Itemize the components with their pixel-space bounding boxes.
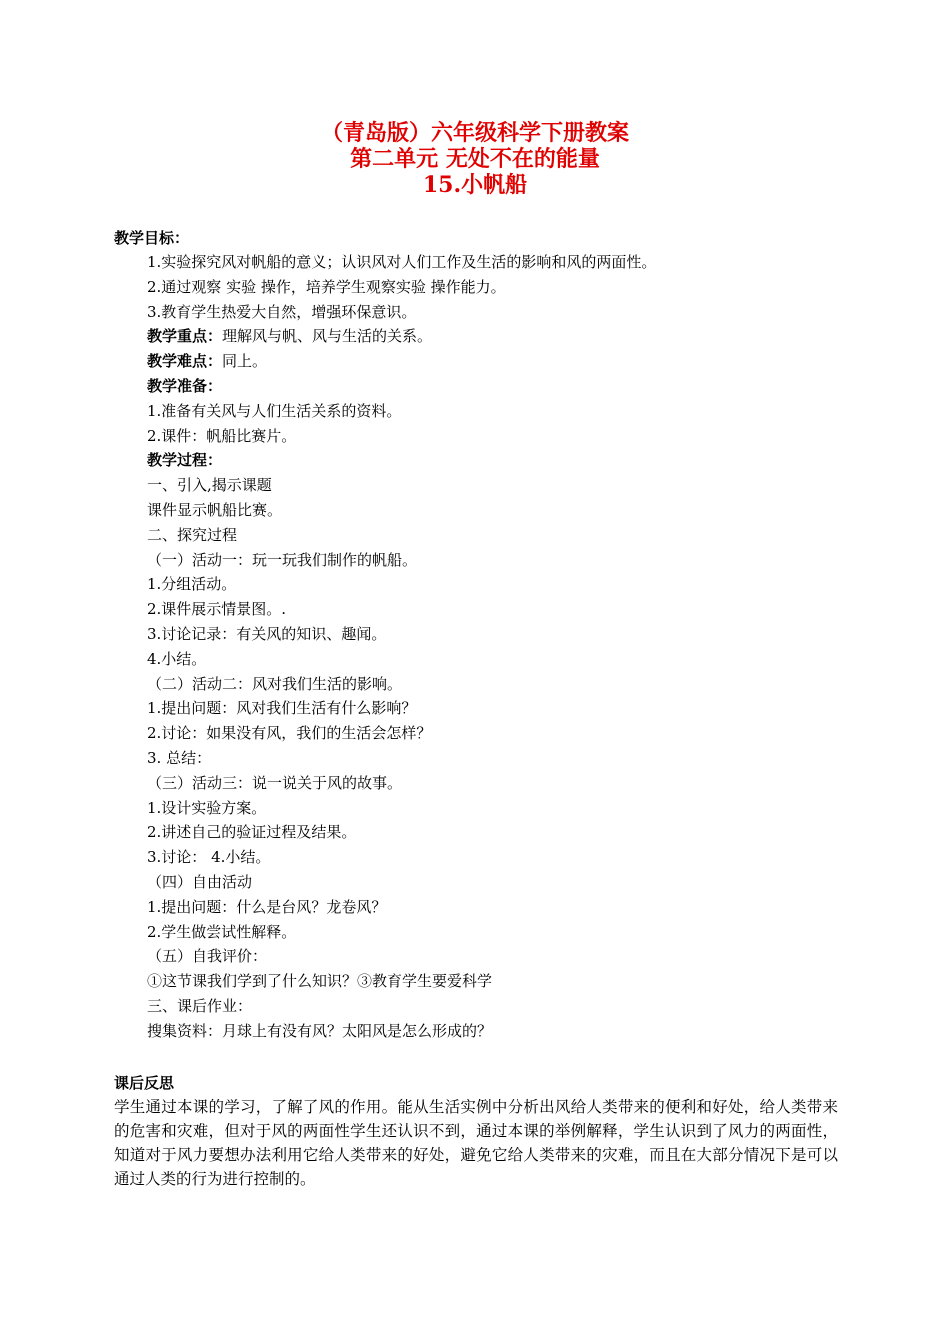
title-line-2: 第二单元 无处不在的能量 bbox=[350, 146, 600, 172]
process-line: 2.课件展示情景图。. bbox=[147, 600, 287, 619]
difficulty-text: 同上。 bbox=[222, 352, 268, 371]
difficulty-label: 教学难点： bbox=[147, 352, 223, 371]
process-line: 搜集资料：月球上有没有风？太阳风是怎么形成的？ bbox=[147, 1021, 493, 1040]
difficulty bbox=[147, 349, 867, 374]
process-line: 4.小结。 bbox=[147, 649, 207, 668]
process-line: （一）活动一：玩一玩我们制作的帆船。 bbox=[147, 550, 418, 569]
process-line: 3. 总结： bbox=[147, 748, 212, 767]
process-line: （五）自我评价： bbox=[147, 947, 268, 966]
process-line: 一、引入,揭示课题 bbox=[147, 476, 272, 495]
process-line: 三、课后作业： bbox=[147, 996, 253, 1015]
process-line: 2.讲述自己的验证过程及结果。 bbox=[147, 823, 357, 842]
process-line: 二、探究过程 bbox=[147, 525, 238, 544]
goal-item: 3.教育学生热爱大自然，增强环保意识。 bbox=[147, 302, 417, 321]
process-line: （四）自由活动 bbox=[147, 872, 253, 891]
goal-item: 1.实验探究风对帆船的意义；认识风对人们工作及生活的影响和风的两面性。 bbox=[147, 253, 657, 271]
preparation-item: 1.准备有关风与人们生活关系的资料。 bbox=[147, 401, 402, 420]
process-line: （三）活动三：说一说关于风的故事。 bbox=[147, 773, 403, 792]
key-point bbox=[147, 324, 867, 349]
reflection-text: 学生通过本课的学习，了解了风的作用。能从生活实例中分析出风给人类带来的便利和好处，给人类带来的危害和灾难，但对于风的两面性学生还认识不到，通过本课的举例解释，学生认识到了风力的两面性，知道对于风力要想办法利用它给人类带来的好处，避免它给人类带来的灾难，而且在大部分情况下是可以通过人类的行为进行控制的。 bbox=[114, 1098, 838, 1188]
process-line: 3.讨论： 4.小结。 bbox=[147, 848, 271, 867]
process-line: （二）活动二：风对我们生活的影响。 bbox=[147, 674, 403, 693]
process-label: 教学过程： bbox=[147, 451, 223, 470]
process-line: 2.学生做尝试性解释。 bbox=[147, 922, 297, 941]
key-point-text: 理解风与帆、风与生活的关系。 bbox=[222, 327, 433, 346]
process-line: 3.讨论记录：有关风的知识、趣闻。 bbox=[147, 624, 387, 643]
key-point-label: 教学重点： bbox=[147, 327, 223, 346]
process-line: ①这节课我们学到了什么知识？③教育学生要爱科学 bbox=[147, 972, 493, 991]
title-line-3: 15.小帆船 bbox=[422, 172, 528, 198]
lesson-body bbox=[147, 250, 867, 1044]
preparation-item: 2.课件：帆船比赛片。 bbox=[147, 426, 297, 445]
process-line: 1.提出问题：什么是台风？龙卷风？ bbox=[147, 897, 387, 916]
process-line: 课件显示帆船比赛。 bbox=[147, 500, 283, 519]
preparation-label: 教学准备： bbox=[147, 376, 223, 395]
title-line-1: （青岛版）六年级科学下册教案 bbox=[320, 120, 629, 146]
process-line: 1.分组活动。 bbox=[147, 575, 237, 594]
document-title bbox=[0, 120, 950, 198]
goal-item: 2.通过观察 实验 操作，培养学生观察实验 操作能力。 bbox=[147, 277, 506, 296]
process-line: 2.讨论：如果没有风，我们的生活会怎样？ bbox=[147, 724, 432, 743]
process-line: 1.设计实验方案。 bbox=[147, 798, 267, 817]
process-line: 1.提出问题：风对我们生活有什么影响？ bbox=[147, 699, 417, 718]
goals-heading: 教学目标： bbox=[114, 229, 190, 247]
reflection-heading: 课后反思 bbox=[114, 1074, 175, 1092]
